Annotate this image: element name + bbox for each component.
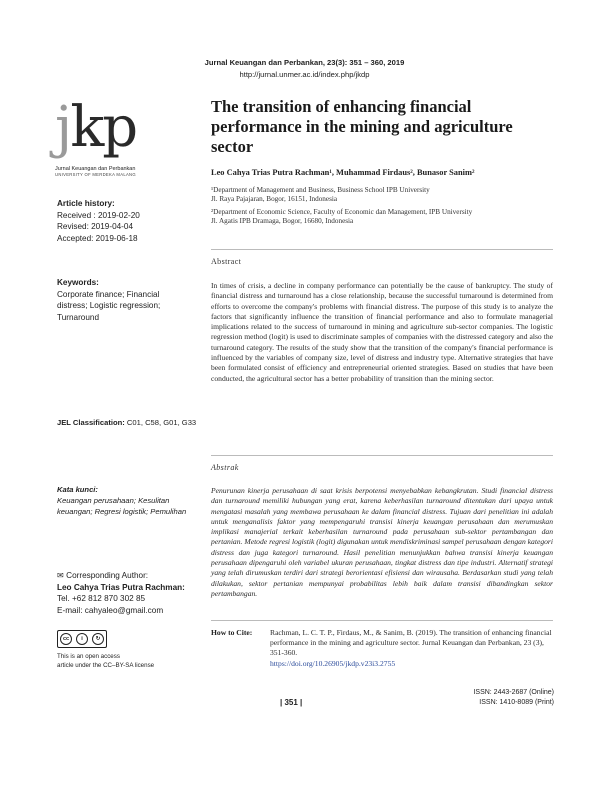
affiliation-2-dept: ²Department of Economic Science, Faculty of Economic dan Management, IPB University [211, 208, 473, 216]
journal-url[interactable]: http://jurnal.unmer.ac.id/index.php/jkdp [239, 70, 370, 79]
issn-print: ISSN: 1410-8089 (Print) [479, 699, 554, 706]
abstrak-rule-top [211, 455, 553, 456]
revised-date: Revised: 2019-04-04 [57, 222, 134, 231]
article-history [57, 198, 222, 244]
kata-kunci-text: Keuangan perusahaan; Kesulitan keuangan; Regresi logistik; Pemulihan [57, 496, 187, 516]
affiliation-1-dept: ¹Department of Management and Business, Business School IPB University [211, 186, 430, 194]
accepted-date: Accepted: 2019-06-18 [57, 233, 138, 243]
affiliation-1 [211, 186, 551, 205]
cc-icon: cc [60, 633, 72, 645]
corresponding-heading: Corresponding Author: [66, 571, 149, 580]
logo-letters-kp: kp [70, 95, 137, 160]
kata-kunci-block [57, 484, 197, 517]
sa-icon: ↻ [92, 633, 104, 645]
how-to-cite-label: How to Cite: [211, 628, 253, 637]
issn-block [450, 688, 554, 708]
corresponding-tel: Tel. +62 812 870 302 85 [57, 594, 146, 603]
jel-classification [57, 417, 237, 429]
keywords-heading: Keywords: [57, 278, 99, 287]
cc-by-sa-badge[interactable] [57, 630, 107, 648]
affiliation-1-address: Jl. Raya Pajajaran, Bogor, 16151, Indonesia [211, 195, 338, 204]
abstract-rule-top [211, 249, 553, 250]
abstrak-heading: Abstrak [211, 463, 239, 472]
journal-citation-line: Jurnal Keuangan dan Perbankan, 23(3): 351 – 360, 2019 [204, 58, 405, 67]
how-to-cite-text [270, 628, 554, 669]
license-line-1: This is an open access [57, 653, 120, 660]
affiliation-2 [211, 208, 551, 227]
abstract-heading: Abstract [211, 257, 242, 266]
issn-online: ISSN: 2443-2687 (Online) [473, 689, 554, 696]
license-text [57, 652, 154, 670]
article-title: The transition of enhancing financial performance in the mining and agriculture sector [211, 97, 513, 156]
article-history-heading: Article history: [57, 199, 115, 208]
keywords-text: Corporate finance; Financial distress; Logistic regression; Turnaround [57, 289, 161, 322]
license-line-2: article under the CC–BY-SA license [57, 662, 155, 669]
jel-label: JEL Classification: [57, 418, 125, 427]
article-authors: Leo Cahya Trias Putra Rachman¹, Muhammad Firdaus², Bunasor Sanim² [211, 168, 475, 177]
corresponding-email[interactable]: E-mail: cahyaleo@gmail.com [57, 605, 164, 615]
by-icon: i [76, 633, 88, 645]
logo-letter-j: j [55, 95, 71, 160]
abstract-indonesian: Penurunan kinerja perusahaan di saat krisis berpotensi menyebabkan kebangkrutan. Studi financial distress dan turnaround memiliki hubungan yang erat, karena keberhasilan turnaround ditentukan dari upaya untuk mengatasi masalah yang membawa perusahaan ke dalam financial distress. Tujuan dari penelitian ini adalah untuk menganalisis faktor yang mempengaruhi transisi kinerja keuangan perusahaan dan merumuskan implikasi manajerial terkait keberhasilan turnaround pada perusahaan sub-sektor pertambangan dan pertanian. Metode regresi logistik (logit) digunakan untuk mendiskriminasi sampel perusahaan dengan kategori distress dan juga kategori turnaround. Hasil penelitian menunjukkan bahwa transisi kinerja keuangan perusahaan dipengaruhi oleh variabel ukuran perusahaan, tingkat distress dan tipe industri. Alternatif strategi yang telah dirumuskan terdiri dari strategi berorientasi efisiensi dan wirausaha. Berdasarkan studi yang telah dilakukan, sektor pertanian mempunyai probabilitas lebih baik dalam transisi dibandingkan sektor pertambangan. [211, 486, 553, 598]
cite-rule [211, 620, 553, 621]
logo-journal-name: Jurnal Keuangan dan Perbankan [55, 166, 136, 172]
kata-kunci-heading: Kata kunci: [57, 485, 98, 494]
affiliation-2-address: Jl. Agatis IPB Dramaga, Bogor, 16680, Indonesia [211, 217, 354, 226]
doi-link[interactable]: https://doi.org/10.26905/jkdp.v23i3.2755 [270, 658, 396, 668]
page-number: | 351 | [280, 698, 303, 707]
logo-university: UNIVERSITY OF MERDEKA MALANG [55, 172, 136, 177]
citation-text: Rachman, L. C. T. P., Firdaus, M., & Sanim, B. (2019). The transition of enhancing financial performance in the mining and agriculture sector. Jurnal Keuangan dan Perbankan, 23 (3), 351-360. [270, 628, 552, 658]
journal-logo [55, 95, 165, 177]
jel-value: C01, C58, G01, G33 [124, 418, 197, 427]
received-date: Received : 2019-02-20 [57, 210, 140, 220]
keywords-block [57, 277, 175, 323]
abstract-english: In times of crisis, a decline in company performance can potentially be the cause of bankruptcy. The study of financial distress and turnaround has a close relationship, because the successful turnaround is determined from efforts to overcome the company's problems with financial distress. The purpose of this study is to analyze the factors that significantly influence the transition of financial performance and also to formulate managerial implications related to the success of turnaround in mining and agriculture sub-sector companies. The logistic regression method (logit) is used to discriminate samples of companies with the distressed category and also the turnaround category. The results of the study show that the transition of the company's financial performance is influenced by the variables of company size, level of distress and industry type. Alternative strategies that have been formulated consist of efficiency and entrepreneurial oriented strategies. Based on studies that have been conducted, the agricultural sector has a better probability of transition than the mining sector. [211, 281, 553, 383]
corresponding-name: Leo Cahya Trias Putra Rachman: [57, 582, 185, 592]
envelope-icon: ✉ [57, 571, 64, 580]
correspondence-block [57, 570, 227, 616]
